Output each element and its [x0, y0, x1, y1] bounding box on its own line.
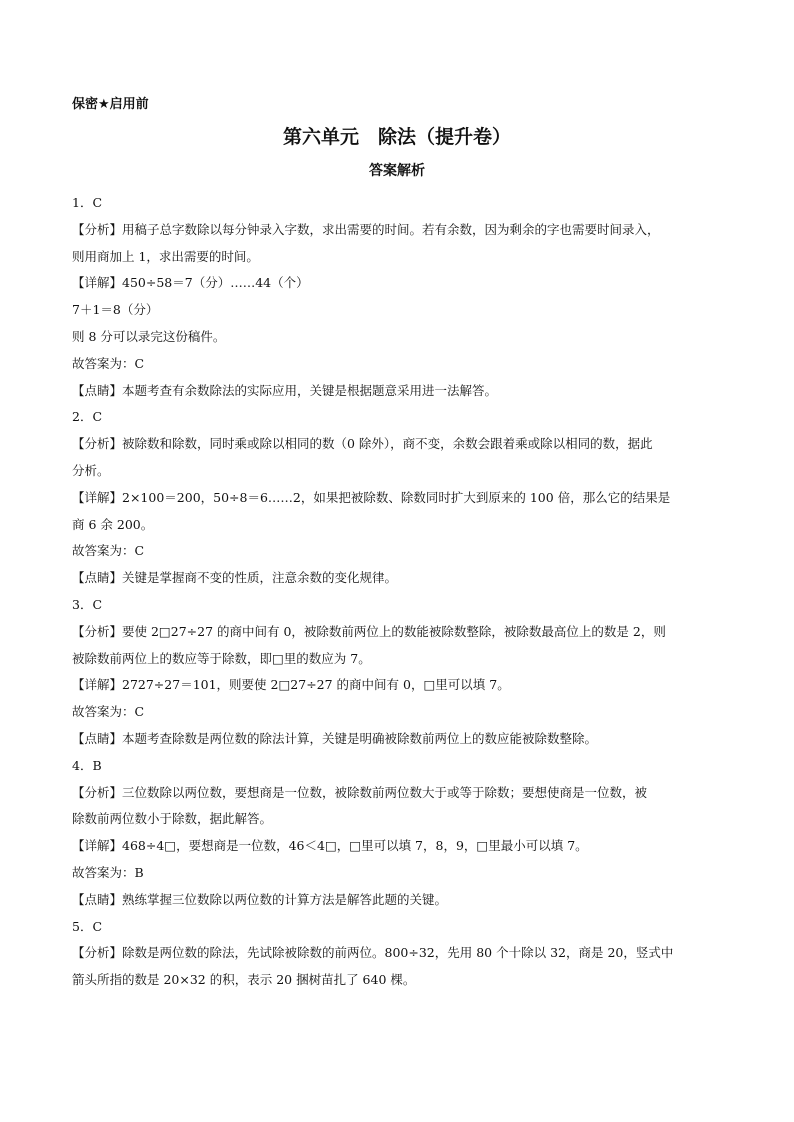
answer-line: 箭头所指的数是 20×32 的积，表示 20 捆树苗扎了 640 棵。	[72, 972, 416, 988]
answer-line: 【分析】要使 2□27÷27 的商中间有 0，被除数前两位上的数能被除数整除，被除数最高位上的数是 2，则	[72, 623, 666, 639]
answer-line: 【详解】450÷58＝7（分）……44（个）	[72, 275, 309, 291]
answer-line: 【分析】被除数和除数，同时乘或除以相同的数（0 除外），商不变，余数会跟着乘或除以相同的数，据此	[72, 436, 653, 452]
answer-line: 【详解】2×100＝200，50÷8＝6……2，如果把被除数、除数同时扩大到原来的 100 倍，那么它的结果是	[72, 489, 671, 505]
answer-line: 【分析】除数是两位数的除法，先试除被除数的前两位。800÷32，先用 80 个十除以 32，商是 20，竖式中	[72, 945, 674, 961]
page-subtitle: 答案解析	[369, 163, 425, 179]
answer-line: 3．C	[72, 596, 103, 612]
answer-line: 故答案为：C	[72, 543, 145, 559]
page-title: 第六单元 除法（提升卷）	[282, 126, 511, 148]
answer-line: 7＋1＝8（分）	[72, 302, 159, 318]
answer-line: 1．C	[72, 195, 103, 210]
answer-line: 【详解】468÷4□，要想商是一位数，46＜4□，□里可以填 7，8，9，□里最小可以填 7。	[72, 838, 588, 854]
answer-line: 故答案为：C	[72, 355, 145, 371]
confidential-label: 保密★启用前	[72, 97, 149, 112]
answer-line: 【分析】三位数除以两位数，要想商是一位数，被除数前两位数大于或等于除数；要想使商是一位数，被	[72, 784, 648, 800]
answer-line: 故答案为：C	[72, 704, 145, 720]
answer-line: 【点睛】关键是掌握商不变的性质，注意余数的变化规律。	[72, 570, 398, 586]
answer-line: 【点睛】本题考查有余数除法的实际应用，关键是根据题意采用进一法解答。	[72, 382, 498, 398]
answer-line: 【点睛】熟练掌握三位数除以两位数的计算方法是解答此题的关键。	[72, 891, 448, 907]
answer-line: 【分析】用稿子总字数除以每分钟录入字数，求出需要的时间。若有余数，因为剩余的字也需要时间录入，	[72, 221, 660, 237]
answer-line: 5．C	[72, 918, 103, 934]
answer-line: 分析。	[72, 462, 110, 478]
answer-line: 则 8 分可以录完这份稿件。	[72, 328, 226, 344]
answer-line: 被除数前两位上的数应等于除数，即□里的数应为 7。	[72, 650, 371, 666]
answer-line: 商 6 余 200。	[72, 516, 154, 532]
answer-content	[72, 190, 722, 994]
answer-line: 【点睛】本题考查除数是两位数的除法计算，关键是明确被除数前两位上的数应能被除数整除。	[72, 730, 598, 746]
answer-line: 2．C	[72, 409, 103, 425]
answer-line: 【详解】2727÷27＝101，则要使 2□27÷27 的商中间有 0，□里可以填 7。	[72, 677, 510, 693]
answer-line: 故答案为：B	[72, 864, 144, 880]
answer-line: 则用商加上 1，求出需要的时间。	[72, 248, 259, 264]
answer-line: 除数前两位数小于除数，据此解答。	[72, 811, 273, 827]
answer-line: 4．B	[72, 757, 102, 773]
